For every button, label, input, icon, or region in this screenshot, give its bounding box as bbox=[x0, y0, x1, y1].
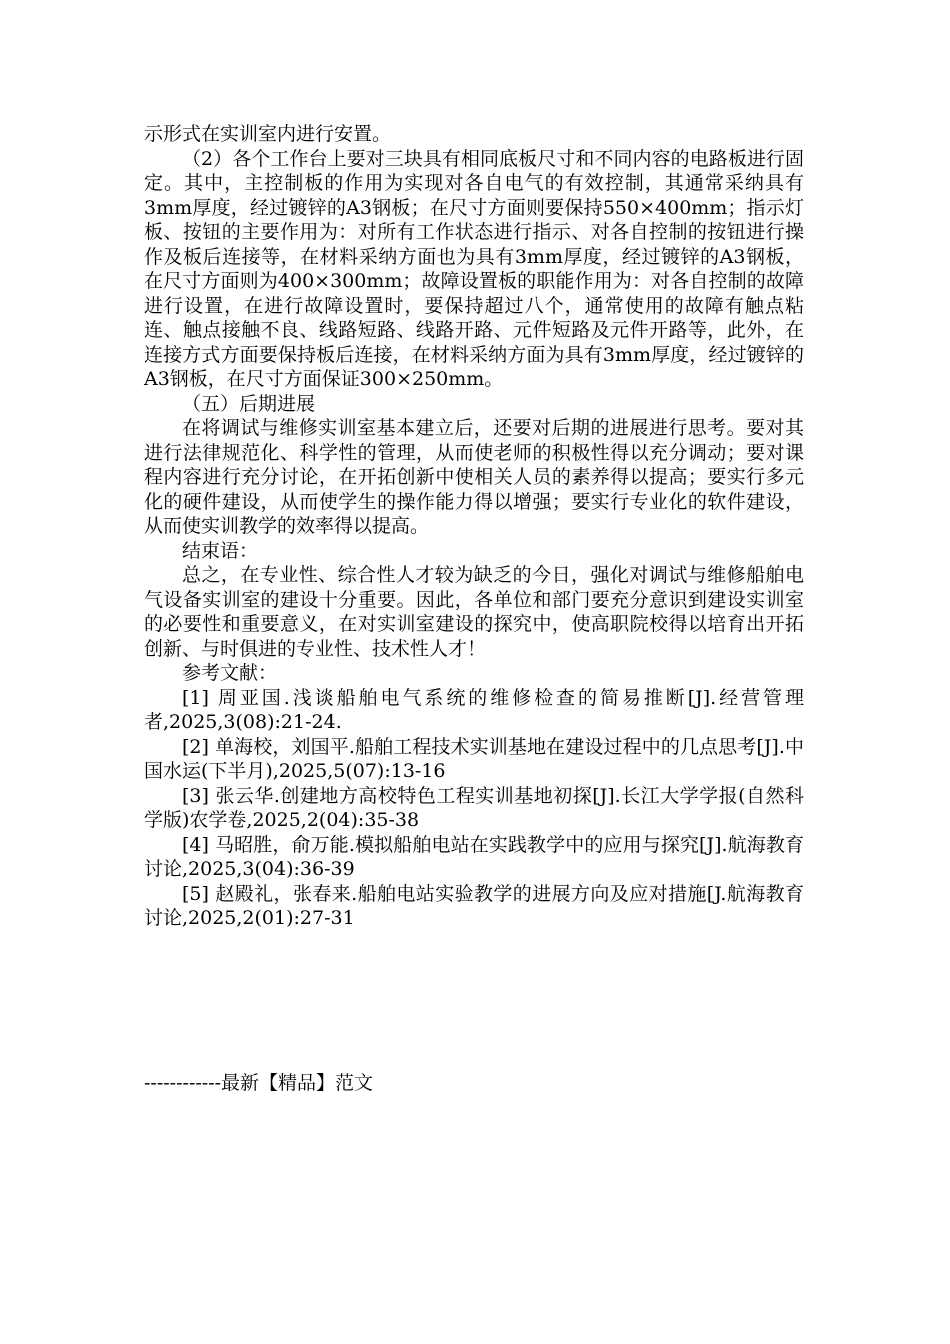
continuation-paragraph: 示形式在实训室内进行安置。 bbox=[144, 123, 392, 145]
document-body bbox=[144, 122, 804, 931]
references-heading: 参考文献： bbox=[182, 662, 278, 684]
reference-item: [1] 周亚国.浅谈船舶电气系统的维修检查的简易推断[J].经营管理者,2025,3(08):21-24. bbox=[144, 686, 804, 733]
item-2-paragraph: （2）各个工作台上要对三块具有相同底板尺寸和不同内容的电路板进行固定。其中，主控制板的作用为实现对各自电气的有效控制，其通常采纳具有3mm厚度，经过镀锌的A3钢板；在尺寸方面则要保持550×400mm；指示灯板、按钮的主要作用为：对所有工作状态进行指示、对各自控制的按钮进行操作及板后连接等，在材料采纳方面也为具有3mm厚度，经过镀锌的A3钢板，在尺寸方面则为400×300mm；故障设置板的职能作用为：对各自控制的故障进行设置，在进行故障设置时，要保持超过八个，通常使用的故障有触点粘连、触点接触不良、线路短路、线路开路、元件短路及元件开路等，此外，在连接方式方面要保持板后连接，在材料采纳方面为具有3mm厚度，经过镀锌的A3钢板，在尺寸方面保证300×250mm。 bbox=[144, 147, 804, 390]
conclusion-heading: 结束语： bbox=[182, 539, 259, 562]
reference-item: [5] 赵殿礼，张春来.船舶电站实验教学的进展方向及应对措施[J.航海教育讨论,2025,2(01):27-31 bbox=[144, 882, 804, 929]
reference-item: [4] 马昭胜，俞万能.模拟船舶电站在实践教学中的应用与探究[J].航海教育讨论,2025,3(04):36-39 bbox=[144, 833, 804, 880]
section-5-heading: （五）后期进展 bbox=[182, 392, 316, 415]
conclusion-paragraph: 总之，在专业性、综合性人才较为缺乏的今日，强化对调试与维修船舶电气设备实训室的建设十分重要。因此，各单位和部门要充分意识到建设实训室的必要性和重要意义，在对实训室建设的探究中，使高职院校得以培育出开拓创新、与时俱进的专业性、技术性人才！ bbox=[144, 564, 804, 660]
page-footer: ------------最新【精品】范文 bbox=[144, 1072, 374, 1094]
reference-item: [3] 张云华.创建地方高校特色工程实训基地初探[J].长江大学学报(自然科学版)农学卷,2025,2(04):35-38 bbox=[144, 784, 804, 831]
section-5-paragraph: 在将调试与维修实训室基本建立后，还要对后期的进展进行思考。要对其进行法律规范化、科学性的管理，从而使老师的积极性得以充分调动；要对课程内容进行充分讨论，在开拓创新中使相关人员的素养得以提高；要实行多元化的硬件建设，从而使学生的操作能力得以增强；要实行专业化的软件建设，从而使实训教学的效率得以提高。 bbox=[144, 417, 804, 537]
reference-item: [2] 单海校，刘国平.船舶工程技术实训基地在建设过程中的几点思考[J].中国水运(下半月),2025,5(07):13-16 bbox=[144, 735, 804, 782]
